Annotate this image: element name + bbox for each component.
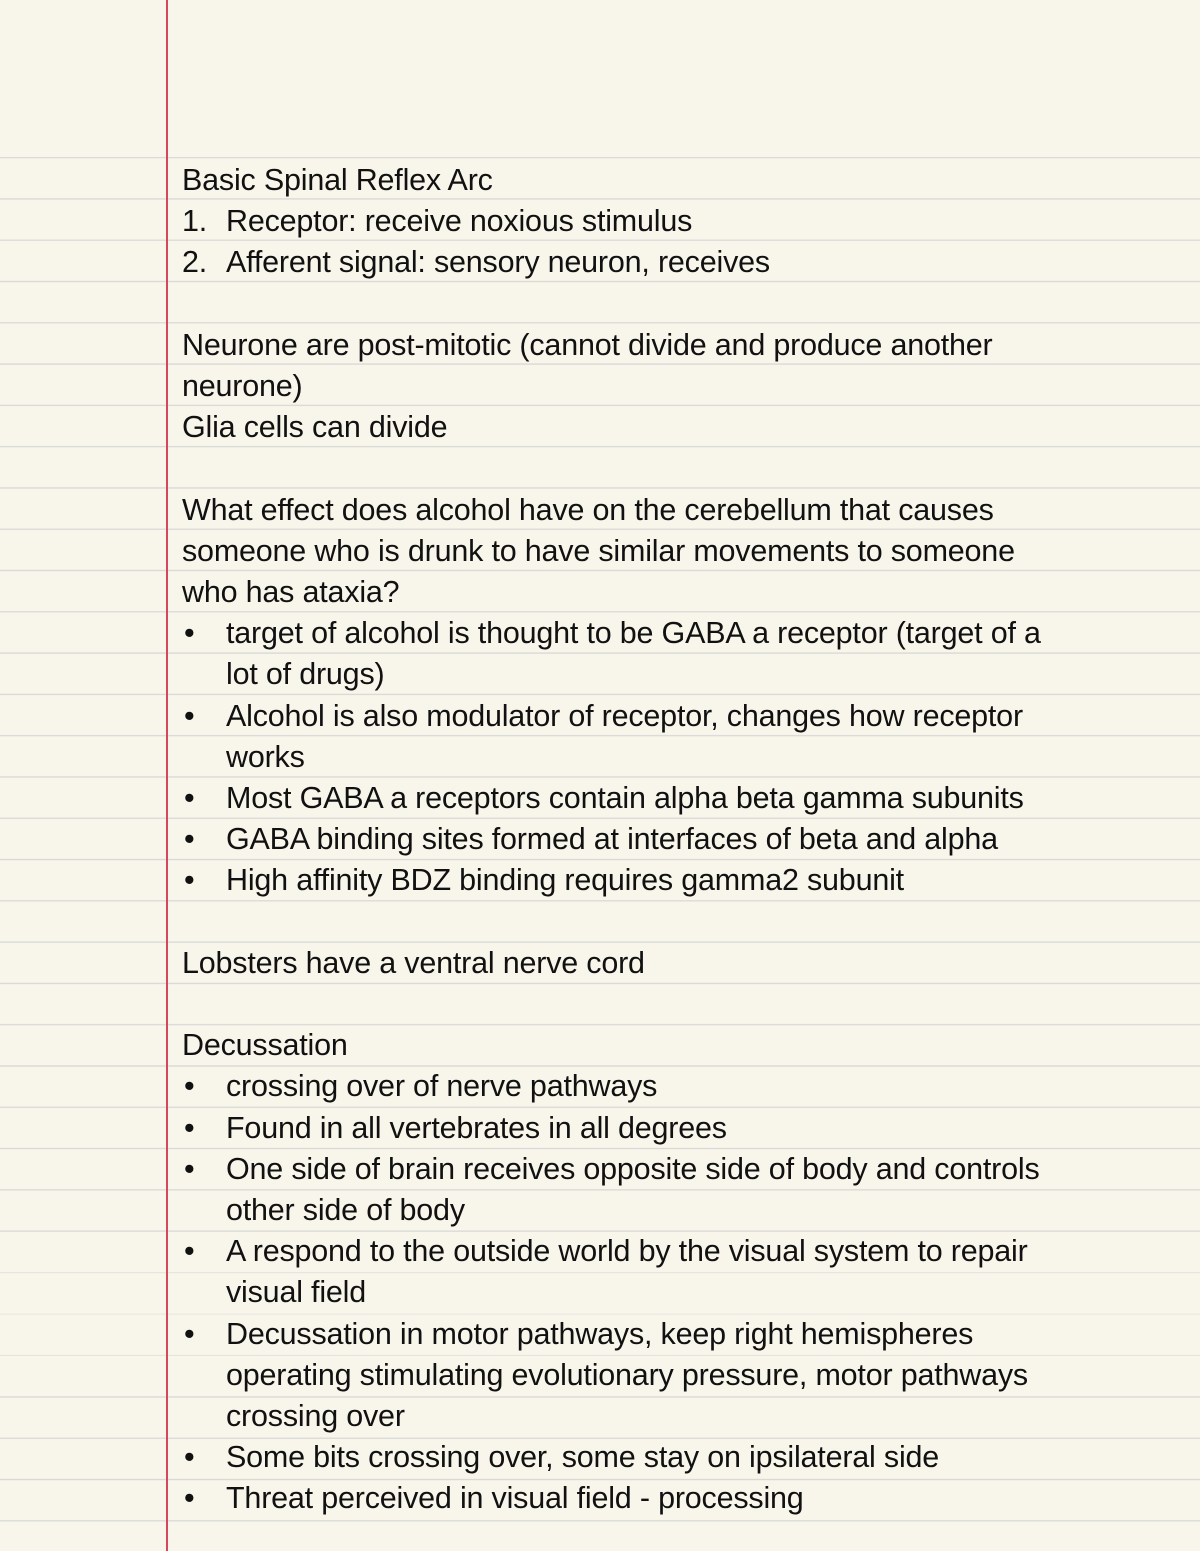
bullet-dot-icon: • bbox=[184, 1110, 195, 1145]
page-top-margin bbox=[0, 0, 1200, 157]
bullet-text-line: One side of brain receives opposite side of body and controls bbox=[226, 1151, 1040, 1186]
margin-line bbox=[166, 0, 168, 1551]
bullet-dot-icon: • bbox=[184, 863, 195, 898]
list-item-text: Receptor: receive noxious stimulus bbox=[226, 204, 693, 239]
bullet-item bbox=[182, 613, 1187, 695]
bullet-item bbox=[182, 1149, 1187, 1231]
bullet-item bbox=[182, 1231, 1187, 1313]
list-number: 1. bbox=[182, 204, 208, 239]
section-title-reflex-arc: Basic Spinal Reflex Arc bbox=[182, 163, 493, 197]
section-title-decussation: Decussation bbox=[182, 1028, 348, 1063]
bullet-dot-icon: • bbox=[184, 1234, 195, 1269]
bullet-text-line: Threat perceived in visual field - processing bbox=[226, 1481, 804, 1516]
bullet-item bbox=[182, 1314, 1187, 1438]
bullet-text-line: target of alcohol is thought to be GABA a receptor (target of a bbox=[226, 616, 1041, 651]
bullet-dot-icon: • bbox=[184, 781, 195, 816]
bullet-text-line: Most GABA a receptors contain alpha beta gamma subunits bbox=[226, 781, 1024, 816]
bullet-dot-icon: • bbox=[184, 822, 195, 857]
bullet-text-line: visual field bbox=[226, 1275, 367, 1310]
bullet-dot-icon: • bbox=[184, 1316, 195, 1351]
blank-line bbox=[182, 448, 1187, 489]
question-line: What effect does alcohol have on the cerebellum that causes bbox=[182, 492, 994, 527]
bullet-text-line: Decussation in motor pathways, keep right hemispheres bbox=[226, 1316, 974, 1351]
bullet-dot-icon: • bbox=[184, 1069, 195, 1104]
bullet-text-line: crossing over of nerve pathways bbox=[226, 1069, 658, 1104]
list-number: 2. bbox=[182, 245, 208, 280]
bullet-dot-icon: • bbox=[184, 1440, 195, 1475]
bullet-text-line: lot of drugs) bbox=[226, 657, 385, 692]
bullet-text-line: A respond to the outside world by the visual system to repair bbox=[226, 1234, 1028, 1269]
paragraph-line: neurone) bbox=[182, 369, 303, 403]
bullet-dot-icon: • bbox=[184, 616, 195, 651]
note-body bbox=[182, 160, 1187, 1520]
bullet-item bbox=[182, 819, 1187, 860]
bullet-text-line: GABA binding sites formed at interfaces of beta and alpha bbox=[226, 822, 998, 857]
bullet-text-line: works bbox=[226, 739, 305, 774]
bullet-text-line: High affinity BDZ binding requires gamma2 subunit bbox=[226, 863, 904, 898]
bullet-text-line: operating stimulating evolutionary pressure, motor pathways bbox=[226, 1357, 1028, 1392]
bullet-text-line: Some bits crossing over, some stay on ipsilateral side bbox=[226, 1440, 940, 1475]
blank-line bbox=[182, 984, 1187, 1025]
bullet-text-line: Alcohol is also modulator of receptor, changes how receptor bbox=[226, 698, 1023, 733]
question-line: who has ataxia? bbox=[182, 575, 400, 609]
blank-line bbox=[182, 902, 1187, 943]
bullet-dot-icon: • bbox=[184, 1151, 195, 1186]
numbered-item bbox=[182, 242, 1187, 283]
question-line: someone who is drunk to have similar movements to someone bbox=[182, 533, 1015, 568]
bullet-item bbox=[182, 860, 1187, 901]
paragraph-line: Neurone are post-mitotic (cannot divide and produce another bbox=[182, 327, 993, 362]
bullet-item bbox=[182, 1108, 1187, 1149]
bullet-item bbox=[182, 1437, 1187, 1478]
paragraph-line: Lobsters have a ventral nerve cord bbox=[182, 945, 645, 980]
list-item-text: Afferent signal: sensory neuron, receives bbox=[226, 245, 770, 280]
bullet-dot-icon: • bbox=[184, 1481, 195, 1516]
bullet-text-line: Found in all vertebrates in all degrees bbox=[226, 1110, 727, 1145]
bullet-item bbox=[182, 778, 1187, 819]
bullet-item bbox=[182, 1478, 1187, 1519]
bullet-item bbox=[182, 1066, 1187, 1107]
bullet-text-line: crossing over bbox=[226, 1399, 405, 1434]
bullet-item bbox=[182, 696, 1187, 778]
bullet-dot-icon: • bbox=[184, 698, 195, 733]
blank-line bbox=[182, 284, 1187, 325]
paragraph-line: Glia cells can divide bbox=[182, 410, 448, 445]
bullet-text-line: other side of body bbox=[226, 1193, 465, 1228]
numbered-item bbox=[182, 201, 1187, 242]
